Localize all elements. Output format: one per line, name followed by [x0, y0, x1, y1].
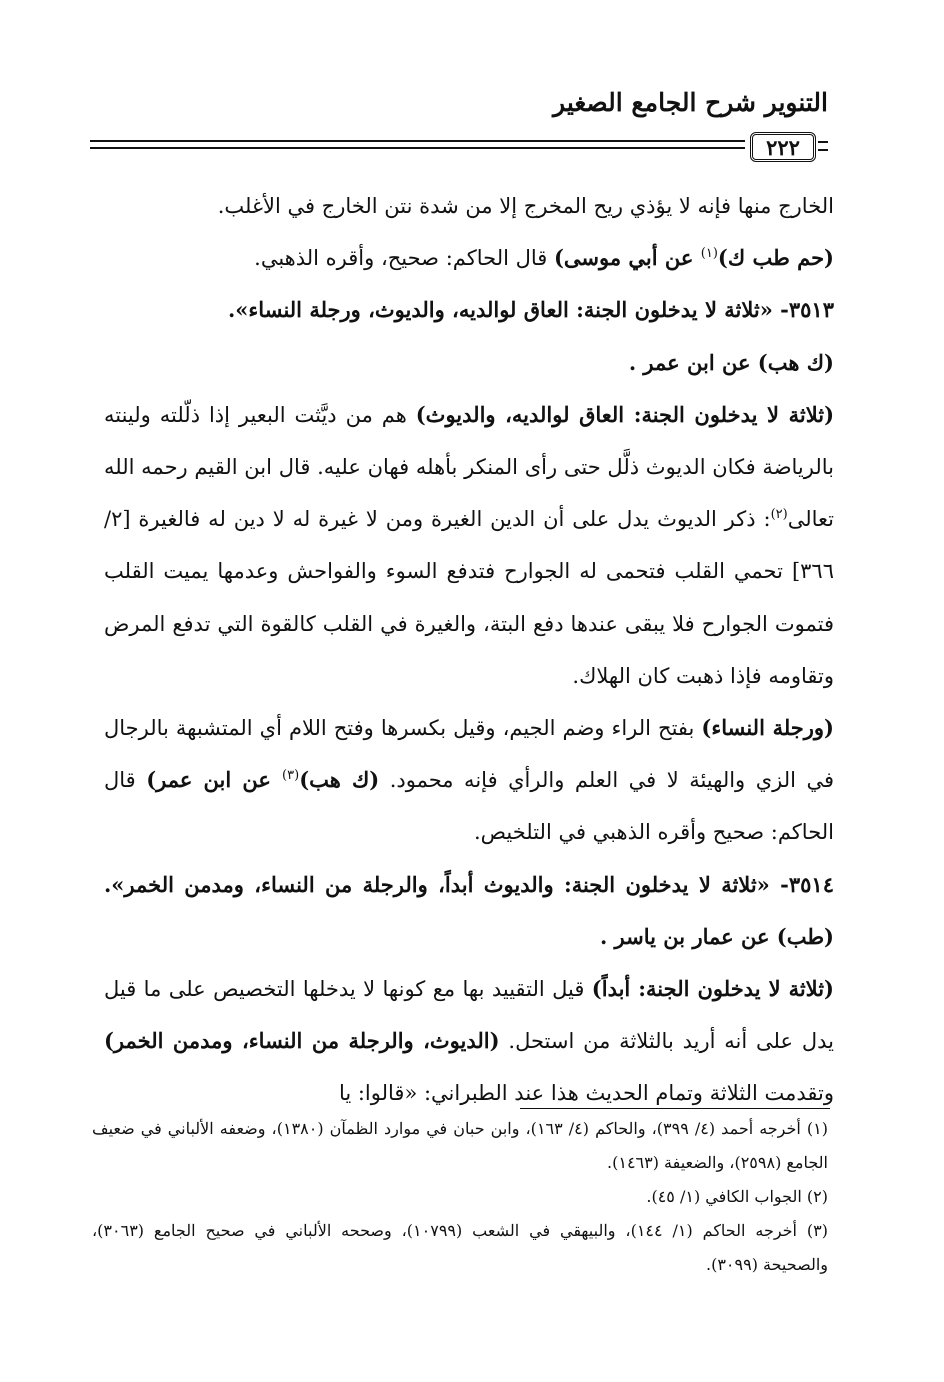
commentary-1-lemma: (ثلاثة لا يدخلون الجنة: العاق لوالديه، والديوث)	[415, 401, 835, 427]
commentary-3-text-b: وتقدمت الثلاثة وتمام الحديث هذا عند الطبراني: «قالوا: يا	[338, 1081, 834, 1106]
commentary-2-lemma: (ورجلة النساء)	[701, 715, 834, 741]
hadith-3513-text: ٣٥١٣- «ثلاثة لا يدخلون الجنة: العاق لوالديه، والديوث، ورجلة النساء».	[228, 297, 834, 323]
commentary-paragraph-3	[104, 963, 834, 1120]
hadith-3513	[104, 284, 834, 336]
footnote-ref-1: (١)	[700, 246, 718, 262]
commentary-2-narrator: عن ابن عمر)	[146, 767, 283, 793]
footnote-1: (١) أخرجه أحمد (٤/ ٣٩٩)، والحاكم (٤/ ١٦٣)، وابن حبان في موارد الظمآن (١٣٨٠)، وضعفه الألباني في ضعيف الجامع (٢٥٩٨)، والضعيفة (١٤٦٣).	[92, 1119, 828, 1172]
commentary-paragraph-2	[104, 702, 834, 859]
page-number-badge: ٢٢٢	[750, 132, 816, 162]
commentary-2-text-a: بفتح الراء وضم الجيم، وقيل بكسرها وفتح اللام أي المتشبهة بالرجال في الزي والهيئة لا في العلم والرأي فإنه محمود.	[104, 716, 835, 793]
footnote-separator	[520, 1108, 830, 1109]
text-line-continuation: الخارج منها فإنه لا يؤذي ريح المخرج إلا من شدة نتن الخارج في الأغلب.	[217, 194, 834, 218]
footnote-2: (٢) الجواب الكافي (١/ ٤٥).	[646, 1187, 828, 1206]
hadith-3513-source	[104, 337, 834, 389]
hadith-3513-source-text: (ك هب) عن ابن عمر .	[628, 349, 834, 375]
footnote-ref-2: (٢)	[770, 507, 788, 523]
header-rule-end-mark	[818, 141, 828, 151]
main-text	[104, 180, 834, 1120]
hadith-3514-text: ٣٥١٤- «ثلاثة لا يدخلون الجنة: والديوث أبداً، والرجلة من النساء، ومدمن الخمر». (طب) عن عمار بن ياسر .	[104, 871, 834, 949]
header-double-rule	[90, 140, 745, 149]
hadith-3514	[104, 859, 834, 963]
source-line	[104, 232, 834, 284]
commentary-3-lemma-a: (ثلاثة لا يدخلون الجنة: أبداً)	[591, 976, 834, 1002]
commentary-2-source: (ك هب)	[299, 767, 380, 793]
commentary-paragraph-1	[104, 389, 834, 702]
commentary-1-text-b: : ذكر الديوث يدل على أن الدين الغيرة ومن لا غيرة له لا دين له فالغيرة [٢/ ٣٦٦] تحمي القلب فتحمى له الجوارح فتدفع السوء والفواحش وعدمها يميت القلب فتموت الجوارح فلا يبقى عندها دفع البتة، والغيرة في القلب كالقوة التي تدفع المرض وتقاومه فإذا ذهبت كان الهلاك.	[104, 507, 834, 688]
footnotes	[92, 1112, 828, 1282]
commentary-1-text-a: هم من ديَّثت البعير إذا ذلّلته ولينته بالرياضة فكان الديوث ذلَّل حتى رأى المنكر بأهله فهان عليه. قال ابن القيم رحمه الله تعالى	[104, 402, 834, 532]
source-abbrev: (حم طب ك)	[717, 245, 834, 271]
footnote-ref-3: (٣)	[282, 768, 300, 784]
commentary-3-text-a: قيل التقييد بها مع كونها لا يدخلها التخصيص على ما قيل يدل على أنه أريد بالثلاثة من استحل.	[104, 977, 834, 1054]
source-narrator: عن أبي موسى)	[553, 245, 701, 271]
running-title: التنوير شرح الجامع الصغير	[553, 88, 828, 117]
footnote-3: (٣) أخرجه الحاكم (١/ ١٤٤)، والبيهقي في الشعب (١٠٧٩٩)، وصححه الألباني في صحيح الجامع (٣٠٦٣)، والصحيحة (٣٠٩٩).	[92, 1221, 828, 1274]
source-grading: قال الحاكم: صحيح، وأقره الذهبي.	[254, 246, 554, 271]
commentary-3-lemma-b: (الديوث، والرجلة من النساء، ومدمن الخمر)	[104, 1028, 500, 1054]
commentary-2-text-b: قال الحاكم: صحيح وأقره الذهبي في التلخيص.	[104, 768, 834, 845]
